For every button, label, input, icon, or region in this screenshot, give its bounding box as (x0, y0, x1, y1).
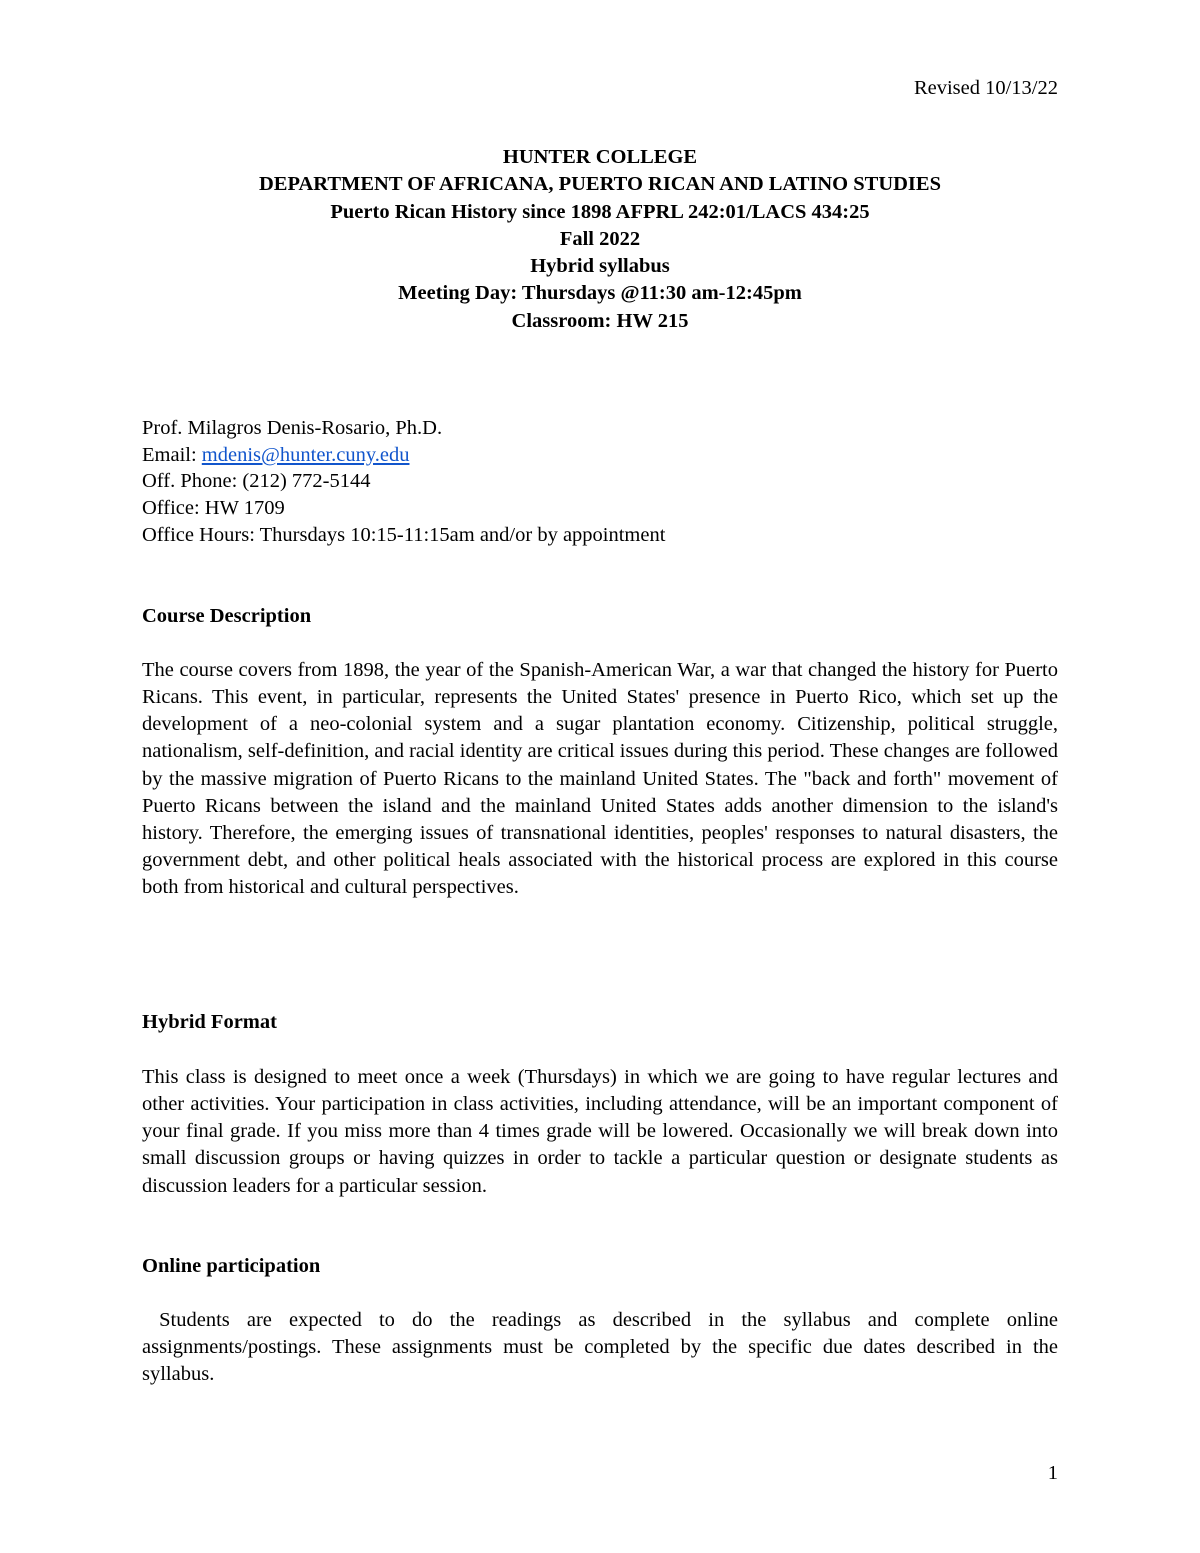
revised-date: Revised 10/13/22 (913, 77, 1058, 99)
online-participation-heading: Online participation (142, 1255, 321, 1277)
hybrid-format-heading: Hybrid Format (142, 1011, 277, 1033)
email-label: Email: (142, 443, 202, 466)
classroom: Classroom: HW 215 (511, 309, 689, 332)
page-number: 1 (1047, 1462, 1058, 1484)
contact-info (142, 415, 665, 549)
course-title: Puerto Rican History since 1898 AFPRL 242:01/LACS 434:25 (330, 200, 870, 223)
hybrid-format-body: This class is designed to meet once a week (Thursdays) in which we are going to have regular lectures and other activities. Your participation in class activities, including attendance, will be an important component of your final grade. If you miss more than 4 times grade will be lowered. Occasionally we will break down into small discussion groups or having quizzes in order to tackle a particular question or designate students as discussion leaders for a particular session. (142, 1066, 1058, 1197)
department-name: DEPARTMENT OF AFRICANA, PUERTO RICAN AND LATINO STUDIES (259, 173, 941, 196)
professor-name: Prof. Milagros Denis-Rosario, Ph.D. (142, 417, 443, 439)
course-description-body: The course covers from 1898, the year of the Spanish-American War, a war that changed the history for Puerto Ricans. This event, in particular, represents the United States' presence in Puerto Rico, which set up the development of a neo-colonial system and a sugar plantation economy. Citizenship, political struggle, nationalism, self-definition, and racial identity are critical issues during this period. These changes are followed by the massive migration of Puerto Ricans to the mainland United States. The "back and forth" movement of Puerto Ricans between the island and the mainland United States adds another dimension to the island's history. Therefore, the emerging issues of transnational identities, peoples' responses to natural disasters, the government debt, and other political heals associated with the historical process are explored in this course both from historical and cultural perspectives. (142, 659, 1058, 899)
term: Fall 2022 (559, 227, 641, 250)
email-link[interactable]: mdenis@hunter.cuny.edu (201, 443, 410, 466)
office-location: Office: HW 1709 (142, 497, 285, 520)
syllabus-header (0, 144, 1200, 335)
course-description-heading: Course Description (142, 605, 312, 627)
email-line (142, 442, 665, 469)
online-participation-body: Students are expected to do the readings as described in the syllabus and complete online assignments/postings. These assignments must be completed by the specific due dates described in the syllabus. (142, 1309, 1064, 1386)
office-hours: Office Hours: Thursdays 10:15-11:15am and/or by appointment (142, 523, 666, 546)
syllabus-format: Hybrid syllabus (530, 255, 670, 278)
office-phone: Off. Phone: (212) 772-5144 (142, 470, 371, 493)
meeting-day: Meeting Day: Thursdays @11:30 am-12:45pm (398, 282, 802, 305)
college-name: HUNTER COLLEGE (502, 146, 698, 168)
